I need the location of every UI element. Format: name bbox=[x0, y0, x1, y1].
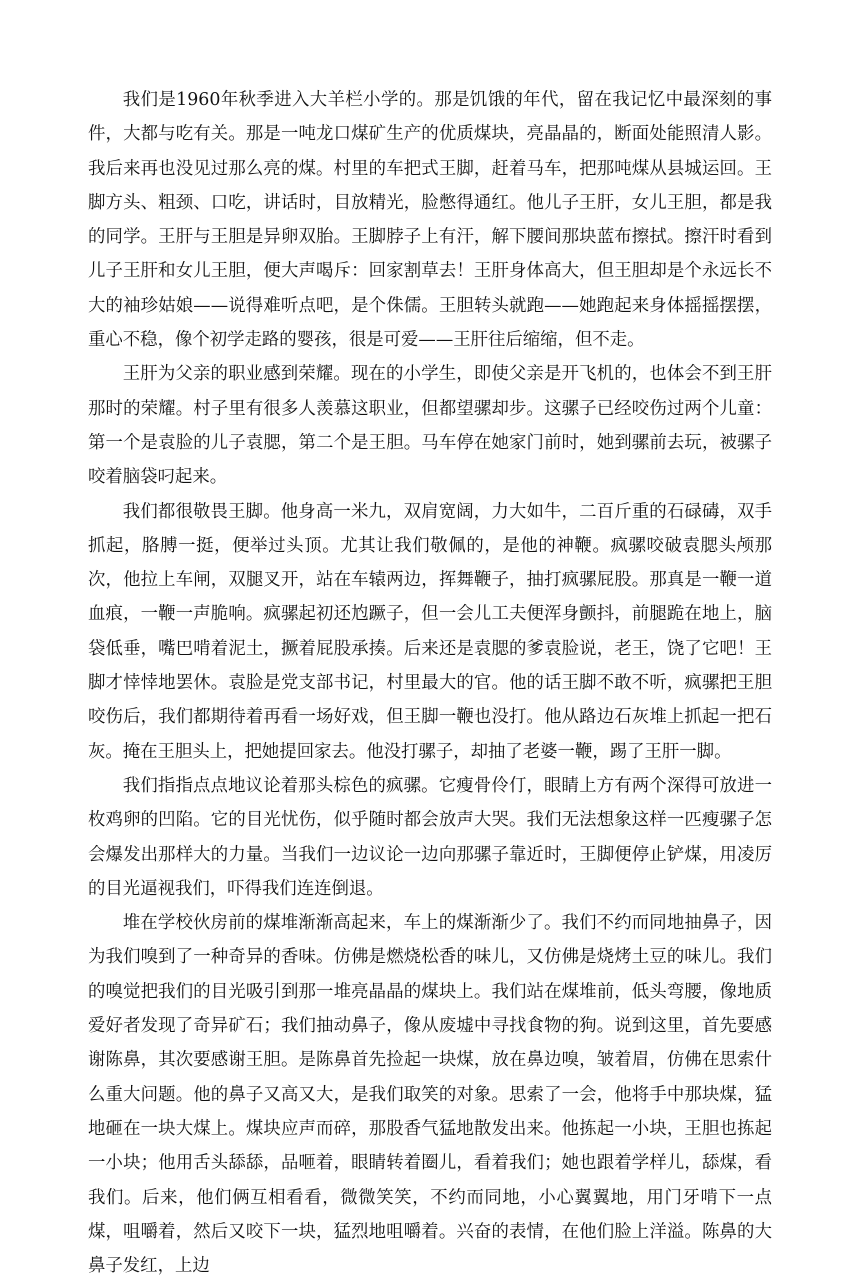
paragraph: 我们都很敬畏王脚。他身高一米九，双肩宽阔，力大如牛，二百斤重的石碌碡，双手抓起，胳膊一挺，便举过头顶。尤其让我们敬佩的，是他的神鞭。疯骡咬破袁腮头颅那次，他拉上车闸，双腿叉开，站在车辕两边，挥舞鞭子，抽打疯骡屁股。那真是一鞭一道血痕，一鞭一声脆响。疯骡起初还尥蹶子，但一会儿工夫便浑身颤抖，前腿跪在地上，脑袋低垂，嘴巴啃着泥土，撅着屁股承揍。后来还是袁腮的爹袁脸说，老王，饶了它吧！王脚才悻悻地罢休。袁脸是党支部书记，村里最大的官。他的话王脚不敢不听，疯骡把王胆咬伤后，我们都期待着再看一场好戏，但王脚一鞭也没打。他从路边石灰堆上抓起一把石灰。掩在王胆头上，把她提回家去。他没打骡子，却抽了老婆一鞭，踢了王肝一脚。 bbox=[88, 501, 772, 762]
paragraph: 我们是1960年秋季进入大羊栏小学的。那是饥饿的年代，留在我记忆中最深刻的事件，大都与吃有关。那是一吨龙口煤矿生产的优质煤块，亮晶晶的，断面处能照清人影。我后来再也没见过那么亮的煤。村里的车把式王脚，赶着马车，把那吨煤从县城运回。王脚方头、粗颈、口吃，讲话时，目放精光，脸憋得通红。他儿子王肝，女儿王胆，都是我的同学。王肝与王胆是异卵双胎。王脚脖子上有汗，解下腰间那块蓝布擦拭。擦汗时看到儿子王肝和女儿王胆，便大声喝斥：回家割草去！王肝身体高大，但王胆却是个永远长不大的袖珍姑娘——说得难听点吧，是个侏儒。王胆转头就跑——她跑起来身体摇摇摆摆，重心不稳，像个初学走路的婴孩，很是可爱——王肝往后缩缩，但不走。 bbox=[88, 90, 772, 351]
paragraph: 我们指指点点地议论着那头棕色的疯骡。它瘦骨伶仃，眼睛上方有两个深得可放进一枚鸡卵的凹陷。它的目光忧伤，似乎随时都会放声大哭。我们无法想象这样一匹瘦骡子怎会爆发出那样大的力量。当我们一边议论一边向那骡子靠近时，王脚便停止铲煤，用凌厉的目光逼视我们，吓得我们连连倒退。 bbox=[88, 775, 772, 899]
paragraph: 堆在学校伙房前的煤堆渐渐高起来，车上的煤渐渐少了。我们不约而同地抽鼻子，因为我们嗅到了一种奇异的香味。仿佛是燃烧松香的味儿，又仿佛是烧烤土豆的味儿。我们的嗅觉把我们的目光吸引到那一堆亮晶晶的煤块上。我们站在煤堆前，低头弯腰，像地质爱好者发现了奇异矿石；我们抽动鼻子，像从废墟中寻找食物的狗。说到这里，首先要感谢陈鼻，其次要感谢王胆。是陈鼻首先捡起一块煤，放在鼻边嗅，皱着眉，仿佛在思索什么重大问题。他的鼻子又高又大，是我们取笑的对象。思索了一会，他将手中那块煤，猛地砸在一块大煤上。煤块应声而碎，那股香气猛地散发出来。他拣起一小块，王胆也拣起一小块；他用舌头舔舔，品咂着，眼睛转着圈儿，看着我们；她也跟着学样儿，舔煤，看我们。后来，他们俩互相看看，微微笑笑，不约而同地，小心翼翼地，用门牙啃下一点煤，咀嚼着，然后又咬下一块，猛烈地咀嚼着。兴奋的表情，在他们脸上洋溢。陈鼻的大鼻子发红，上边 bbox=[88, 913, 772, 1277]
paragraph: 王肝为父亲的职业感到荣耀。现在的小学生，即使父亲是开飞机的，也体会不到王肝那时的荣耀。村子里有很多人羡慕这职业，但都望骡却步。这骡子已经咬伤过两个儿童：第一个是袁脸的儿子袁腮，第二个是王胆。马车停在她家门前时，她到骡前去玩，被骡子咬着脑袋叼起来。 bbox=[88, 364, 772, 488]
